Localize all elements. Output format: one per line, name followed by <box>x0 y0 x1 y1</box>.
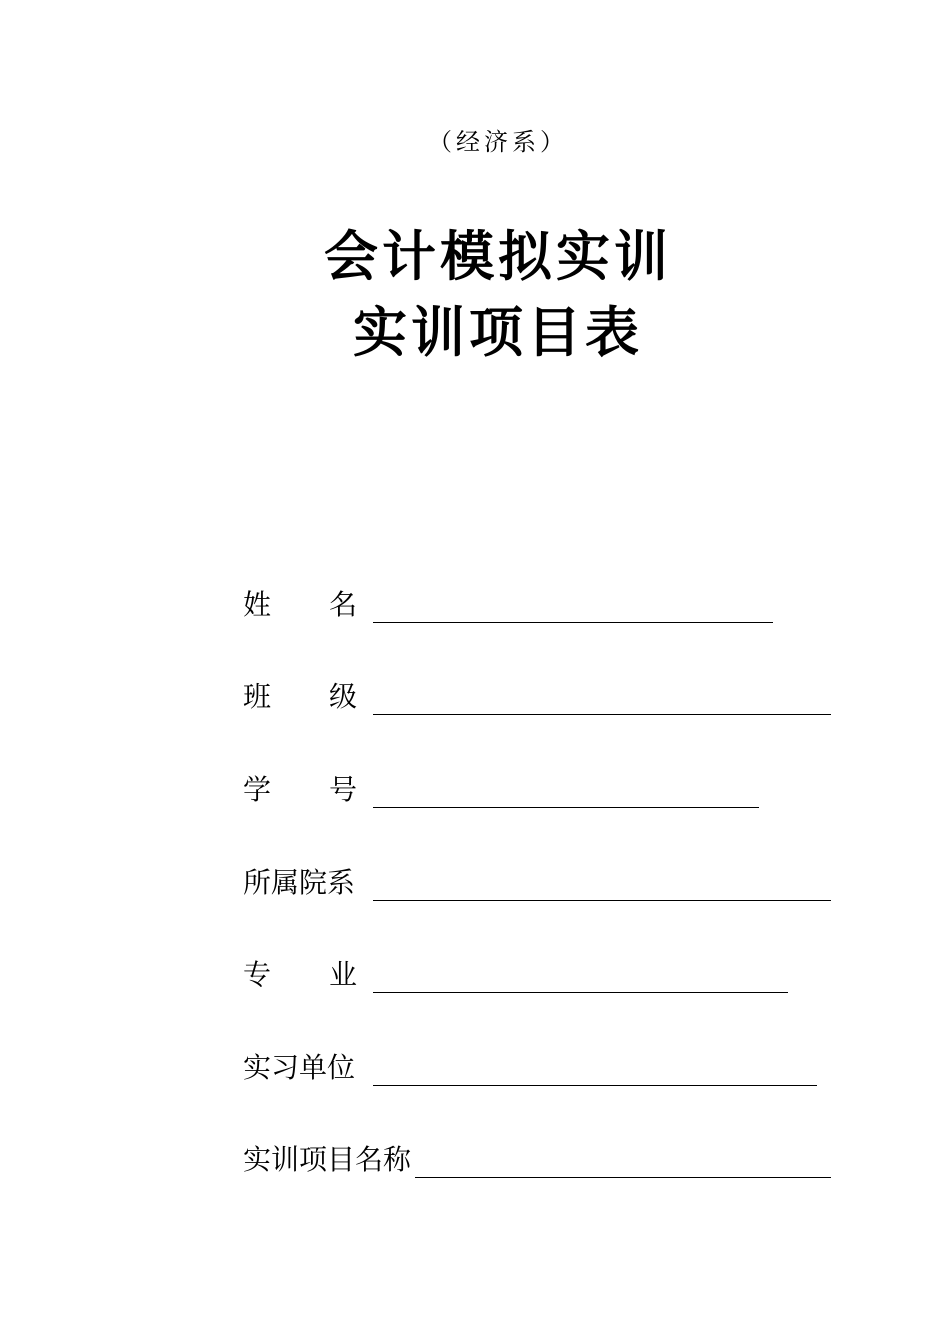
field-label-name <box>243 585 357 625</box>
form-field-name <box>243 585 843 625</box>
field-label-project-name: 实训项目名称 <box>243 1143 412 1176</box>
form-field-class <box>243 677 843 717</box>
document-title-line2: 实训项目表 <box>353 300 643 364</box>
field-label-class <box>243 677 357 717</box>
major-input-line[interactable] <box>373 992 788 993</box>
field-label-department: 所属院系 <box>243 866 356 899</box>
field-label-student-id <box>243 770 357 810</box>
form-field-student-id <box>243 770 843 810</box>
label-char: 学 <box>243 773 272 806</box>
field-label-internship-unit: 实习单位 <box>243 1051 356 1084</box>
label-char: 业 <box>329 958 358 991</box>
department-input-line[interactable] <box>373 900 831 901</box>
label-char: 级 <box>329 680 358 713</box>
field-label-major <box>243 955 357 995</box>
internship-unit-input-line[interactable] <box>373 1085 817 1086</box>
project-name-input-line[interactable] <box>415 1177 831 1178</box>
label-char: 专 <box>243 958 272 991</box>
form-field-internship-unit <box>243 1048 843 1088</box>
document-title-line1: 会计模拟实训 <box>324 224 672 288</box>
form-field-department <box>243 863 843 903</box>
department-heading: （经济系） <box>428 128 568 156</box>
student-id-input-line[interactable] <box>373 807 759 808</box>
label-char: 号 <box>329 773 358 806</box>
label-char: 班 <box>243 680 272 713</box>
class-input-line[interactable] <box>373 714 831 715</box>
form-field-major <box>243 955 843 995</box>
name-input-line[interactable] <box>373 622 773 623</box>
label-char: 名 <box>329 588 358 621</box>
form-field-project-name <box>243 1140 843 1180</box>
label-char: 姓 <box>243 588 272 621</box>
